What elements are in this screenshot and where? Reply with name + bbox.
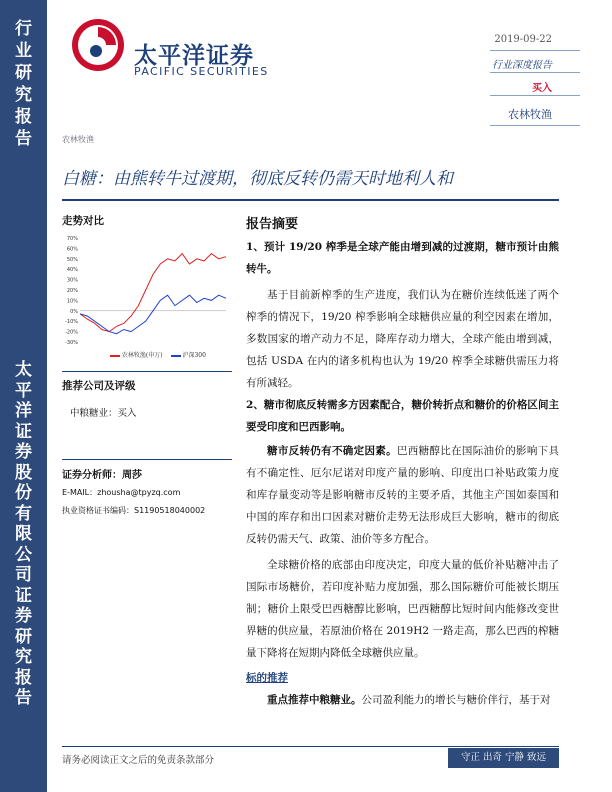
chart-legend bbox=[110, 350, 232, 359]
y-tick-label: 10% bbox=[66, 298, 78, 305]
analyst-email: E-MAIL：zhousha@tpyzq.com bbox=[62, 488, 181, 497]
sidebar-char: 研 bbox=[15, 63, 32, 83]
sidebar-char: 究 bbox=[15, 647, 32, 667]
paragraph-1: 基于目前新榨季的生产进度，我们认为在糖价连续低迷了两个榨季的情况下，19/20 榨季影响全球糖供应量的利空因素在增加，多数国家的增产动力不足，降库存动力增大，全球产能由增到减，包括 USDA 在内的诸多机构也认为 19/20 榨季全球糖供需压力将有所减轻。 bbox=[246, 289, 559, 389]
header-divider bbox=[490, 125, 580, 126]
rec-item: 中粮糖业：买入 bbox=[70, 408, 137, 419]
section-2-heading: 2、糖市彻底反转需多方因素配合，糖价转折点和糖价的价格区间主要受印度和巴西影响。 bbox=[246, 399, 559, 433]
sidebar-char: 证 bbox=[15, 421, 32, 442]
sidebar-char: 洋 bbox=[15, 401, 32, 421]
left-column bbox=[62, 205, 232, 516]
header-divider bbox=[490, 72, 580, 73]
sidebar-company-label bbox=[0, 360, 47, 709]
paragraph-4-lead: 重点推荐中粮糖业。 bbox=[267, 694, 362, 706]
paragraph-4 bbox=[246, 689, 559, 711]
paragraph-2-lead: 糖市反转仍有不确定因素。 bbox=[267, 445, 397, 457]
y-tick-label: 40% bbox=[66, 267, 78, 274]
section-1-heading: 1、预计 19/20 榨季是全球产能由增到减的过渡期，糖市预计由熊转牛。 bbox=[246, 241, 559, 275]
y-tick-label: 60% bbox=[66, 246, 78, 253]
logo-text-cn: 太平洋证券 bbox=[134, 43, 254, 69]
sector-small: 农林牧渔 bbox=[62, 135, 94, 144]
analyst-heading: 证券分析师：周莎 bbox=[62, 470, 142, 481]
sidebar-char: 限 bbox=[15, 524, 32, 544]
summary-heading: 报告摘要 bbox=[246, 217, 299, 232]
left-sidebar bbox=[0, 0, 47, 792]
title-rule bbox=[62, 199, 559, 201]
sidebar-char: 券 bbox=[15, 606, 32, 626]
sidebar-char: 证 bbox=[15, 585, 32, 606]
analyst-cert: 执业资格证书编码：S1190518040002 bbox=[62, 506, 206, 515]
sector-label: 农林牧渔 bbox=[508, 108, 552, 121]
sidebar-char: 券 bbox=[15, 442, 32, 462]
series-line bbox=[80, 254, 226, 332]
paragraph-2-body: 巴西糖醇比在国际油价的影响下具有不确定性、厄尔尼诺对印度产量的影响、印度出口补贴政策力度和库存量变动等是影响糖市反转的主要矛盾，其他主产国如泰国和中国的库存和出口因素对糖价走势无法形成巨大影响，糖市的彻底反转仍需天气、政策、油价等多方配合。 bbox=[246, 445, 560, 545]
logo-text-en: PACIFIC SECURITIES bbox=[134, 65, 269, 78]
sidebar-char: 报 bbox=[15, 667, 32, 688]
sidebar-char: 究 bbox=[15, 85, 32, 105]
report-date: 2019-09-22 bbox=[494, 34, 552, 45]
footer-motto: 守正 出奇 宁静 致远 bbox=[448, 748, 559, 768]
y-tick-label: 70% bbox=[66, 236, 78, 242]
rec-heading: 推荐公司及评级 bbox=[62, 380, 136, 392]
y-tick-label: 30% bbox=[66, 277, 78, 284]
sidebar-char: 研 bbox=[15, 626, 32, 647]
sidebar-char: 平 bbox=[15, 380, 32, 401]
trend-chart bbox=[62, 232, 232, 352]
y-tick-label: 20% bbox=[66, 288, 78, 294]
footer-disclaimer: 请务必阅读正文之后的免责条款部分 bbox=[62, 755, 215, 766]
divider bbox=[62, 459, 232, 460]
trend-heading: 走势对比 bbox=[62, 215, 104, 227]
rating-label: 买入 bbox=[532, 83, 552, 94]
y-tick-label: 50% bbox=[66, 256, 78, 263]
y-tick-label: -10% bbox=[65, 319, 78, 326]
sidebar-char: 有 bbox=[15, 503, 32, 524]
sidebar-char: 业 bbox=[15, 41, 32, 61]
legend-swatch bbox=[171, 355, 181, 357]
report-title: 白糖：由熊转牛过渡期，彻底反转仍需天时地利人和 bbox=[62, 169, 453, 189]
target-heading: 标的推荐 bbox=[246, 672, 288, 684]
series-line bbox=[80, 295, 226, 334]
legend-swatch bbox=[110, 355, 120, 357]
legend-item: 农林牧渔(申万) bbox=[121, 352, 163, 359]
y-tick-label: -30% bbox=[65, 340, 78, 346]
sidebar-char: 告 bbox=[15, 129, 32, 149]
legend-item: 沪深300 bbox=[182, 352, 206, 359]
main-column bbox=[246, 205, 559, 711]
sidebar-char: 行 bbox=[15, 19, 32, 39]
footer-rule bbox=[62, 746, 559, 747]
sidebar-char: 公 bbox=[15, 544, 32, 565]
divider bbox=[62, 371, 232, 372]
paragraph-4-body: 公司盈利能力的增长与糖价伴行，基于对 bbox=[361, 694, 551, 706]
report-type: 行业深度报告 bbox=[492, 60, 552, 71]
sidebar-char: 告 bbox=[15, 688, 32, 708]
y-tick-label: 0% bbox=[70, 308, 78, 315]
sidebar-char: 司 bbox=[15, 565, 32, 585]
paragraph-3: 全球糖价格的底部由印度决定，印度大量的低价补贴糖冲击了国际市场糖价，若印度补贴力度加强，那么国际糖价可能被长期压制；糖价上限受巴西糖醇比影响，巴西糖醇比短时间内能修改变世界糖的供应量，若原油价格在 2019H2 一路走高，那么巴西的榨糖量下降将在短期内降低全球糖供应量。 bbox=[246, 559, 559, 659]
header-divider bbox=[490, 50, 580, 51]
sidebar-char: 份 bbox=[15, 483, 32, 503]
sidebar-char: 股 bbox=[15, 462, 32, 483]
sidebar-char: 太 bbox=[15, 360, 32, 380]
sidebar-top-label bbox=[0, 18, 47, 150]
header-divider bbox=[490, 95, 580, 96]
y-tick-label: -20% bbox=[65, 329, 78, 336]
paragraph-2 bbox=[246, 440, 559, 550]
sidebar-char: 报 bbox=[15, 107, 32, 127]
